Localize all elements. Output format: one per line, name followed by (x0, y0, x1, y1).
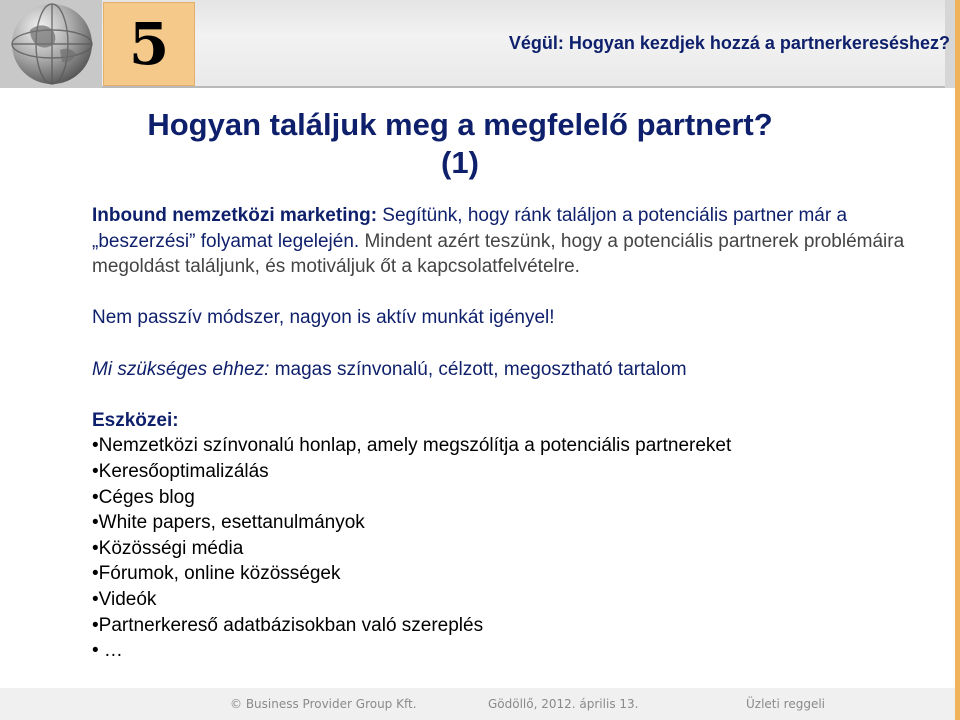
section-number-box (103, 2, 195, 86)
list-item: • Céges blog (92, 485, 922, 511)
intro-text-2: Mindent azért teszünk, hogy a potenciális partnerek problémáira megoldást találjunk, és motiváljuk őt a kapcsolatfelvételre. (92, 230, 905, 278)
header-divider (0, 86, 955, 88)
footer (0, 688, 955, 720)
list-item: • Keresőoptimalizálás (92, 459, 922, 485)
requirement-label: Mi szükséges ehhez: (92, 358, 270, 380)
footer-copyright: © Business Provider Group Kft. (230, 697, 417, 711)
intro-paragraph (92, 203, 922, 280)
list-item: • … (92, 638, 922, 664)
tools-list (92, 433, 922, 663)
slide-title-line1: Hogyan találjuk meg a megfelelő partnert? (147, 107, 773, 142)
footer-event: Üzleti reggeli (746, 697, 825, 711)
note-text: Nem passzív módszer, nagyon is aktív munkát igényel! (92, 307, 555, 329)
footer-place-date: Gödöllő, 2012. április 13. (488, 697, 639, 711)
right-accent-bar (955, 0, 960, 720)
section-title: Végül: Hogyan kezdjek hozzá a partnerkereséshez? (508, 33, 950, 53)
list-item: • Fórumok, online közösségek (92, 561, 922, 587)
list-item: • Közösségi média (92, 536, 922, 562)
list-item: • White papers, esettanulmányok (92, 510, 922, 536)
list-item: • Videók (92, 587, 922, 613)
list-item: • Nemzetközi színvonalú honlap, amely megszólítja a potenciális partnereket (92, 433, 922, 459)
globe-logo-icon (0, 0, 102, 88)
list-item: • Partnerkereső adatbázisokban való szereplés (92, 613, 922, 639)
requirement-text: magas színvonalú, célzott, megosztható tartalom (269, 358, 687, 380)
slide-title-line2: (1) (441, 145, 479, 180)
intro-label: Inbound nemzetközi marketing: (92, 205, 378, 226)
section-number: 5 (128, 10, 170, 78)
slide-title (100, 106, 820, 182)
slide-content (92, 203, 922, 664)
requirement-paragraph (92, 357, 922, 383)
intro-text-1: Segítünk, hogy ránk találjon a potenciális partner már a „beszerzési” folyamat legelején. (92, 205, 848, 252)
tools-heading: Eszközei: (92, 409, 179, 431)
